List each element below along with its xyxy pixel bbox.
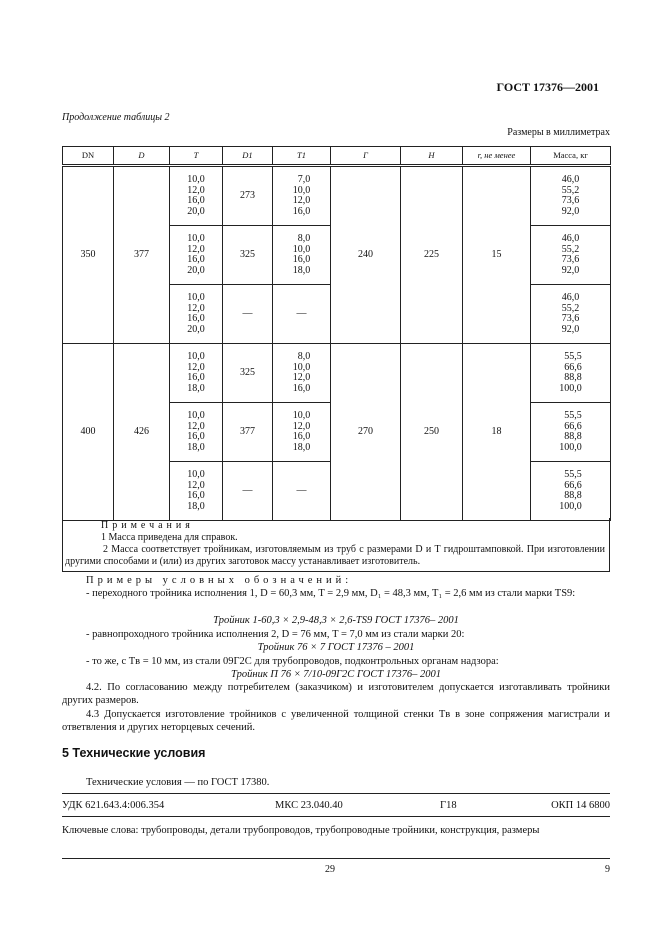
mass-cell-value: 55,5 66,6 88,8 100,0 bbox=[559, 469, 582, 512]
example-3: - то же, с Tв = 10 мм, из стали 09Г2С для трубопроводов, подконтрольных органам надзора: bbox=[86, 656, 499, 667]
table-row bbox=[63, 344, 611, 403]
t1-cell bbox=[273, 166, 331, 226]
mass-cell-value: 55,5 66,6 88,8 100,0 bbox=[559, 410, 582, 453]
t-cell bbox=[170, 344, 223, 403]
g-cell bbox=[331, 166, 401, 344]
h-cell bbox=[401, 344, 463, 521]
mass-cell bbox=[531, 166, 611, 226]
t-cell-value: 10,0 12,0 16,0 18,0 bbox=[187, 469, 205, 512]
t1-cell-value: 7,0 10,0 12,0 16,0 bbox=[292, 174, 311, 217]
d1-cell bbox=[223, 285, 273, 344]
note-1: 1 Масса приведена для справок. bbox=[101, 532, 238, 543]
dimensions-table bbox=[62, 146, 611, 521]
mass-cell bbox=[531, 226, 611, 285]
t-cell bbox=[170, 462, 223, 521]
d-cell bbox=[114, 166, 170, 344]
divider bbox=[62, 858, 610, 859]
g-cell-value: 240 bbox=[358, 248, 373, 260]
mass-cell-value: 46,0 55,2 73,6 92,0 bbox=[561, 174, 580, 217]
column-header: Масса, кг bbox=[531, 147, 611, 166]
r-cell-value: 15 bbox=[491, 248, 502, 260]
t1-cell-value: — bbox=[296, 484, 307, 496]
example-1-code: Тройник 1-60,3 × 2,9-48,3 × 2,6-TS9 ГОСТ 17376– 2001 bbox=[213, 615, 459, 626]
page-number-right: 9 bbox=[605, 864, 610, 875]
divider bbox=[62, 816, 610, 817]
t1-cell-value: — bbox=[296, 307, 307, 319]
table-units: Размеры в миллиметрах bbox=[507, 127, 610, 138]
mass-cell bbox=[531, 403, 611, 462]
dn-cell bbox=[63, 166, 114, 344]
column-header: H bbox=[401, 147, 463, 166]
example-2: - равнопроходного тройника исполнения 2, D = 76 мм, T = 7,0 мм из стали марки 20: bbox=[86, 629, 465, 640]
r-cell bbox=[463, 166, 531, 344]
d1-cell bbox=[223, 226, 273, 285]
d1-cell-value: 273 bbox=[240, 189, 255, 201]
column-header: T1 bbox=[273, 147, 331, 166]
t1-cell bbox=[273, 403, 331, 462]
t1-cell bbox=[273, 344, 331, 403]
d1-cell bbox=[223, 462, 273, 521]
d1-cell-value: 325 bbox=[240, 248, 255, 260]
mks-code: МКС 23.040.40 bbox=[275, 800, 343, 811]
column-header: r, не менее bbox=[463, 147, 531, 166]
column-header: D1 bbox=[223, 147, 273, 166]
h-cell-value: 250 bbox=[424, 425, 439, 437]
t1-cell bbox=[273, 462, 331, 521]
mass-cell-value: 46,0 55,2 73,6 92,0 bbox=[561, 233, 580, 276]
column-header: Г bbox=[331, 147, 401, 166]
g-code: Г18 bbox=[440, 800, 457, 811]
dn-cell-value: 400 bbox=[80, 425, 96, 437]
mass-cell-value: 46,0 55,2 73,6 92,0 bbox=[561, 292, 580, 335]
d1-cell bbox=[223, 166, 273, 226]
d-cell-value: 426 bbox=[134, 425, 149, 437]
d1-cell-value: 377 bbox=[240, 425, 255, 437]
h-cell-value: 225 bbox=[424, 248, 439, 260]
keywords: Ключевые слова: трубопроводы, детали трубопроводов, трубопроводные тройники, конструкция, размеры bbox=[62, 825, 540, 836]
column-header: T bbox=[170, 147, 223, 166]
column-header: D bbox=[114, 147, 170, 166]
mass-cell-value: 55,5 66,6 88,8 100,0 bbox=[559, 351, 582, 394]
g-cell bbox=[331, 344, 401, 521]
paragraph-4-3: 4.3 Допускается изготовление тройников с увеличенной толщиной стенки Tв в зоне сопряжения магистрали и ответвления и других неторцевых сечений. bbox=[62, 709, 610, 733]
note-2: 2 Масса соответствует тройникам, изготовляемым из труб с размерами D и T гидроштамповкой. При изготовлении другими способами и (или) из других заготовок массу устанавливает изготовитель. bbox=[65, 544, 605, 567]
d1-cell bbox=[223, 344, 273, 403]
udk-code: УДК 621.643.4:006.354 bbox=[62, 800, 165, 811]
okp-code: ОКП 14 6800 bbox=[551, 800, 610, 811]
table-notes bbox=[62, 518, 610, 572]
example-3-code: Тройник П 76 × 7/10-09Г2С ГОСТ 17376– 2001 bbox=[231, 669, 441, 680]
examples-title: Примеры условных обозначений: bbox=[86, 575, 353, 586]
example-1: - переходного тройника исполнения 1, D = 60,3 мм, T = 2,9 мм, D₁ = 48,3 мм, T₁ = 2,6 мм из стали марки TS9: bbox=[86, 588, 576, 599]
mass-cell bbox=[531, 344, 611, 403]
divider bbox=[62, 793, 610, 794]
t1-cell bbox=[273, 226, 331, 285]
column-header: DN bbox=[63, 147, 114, 166]
d1-cell-value: 325 bbox=[240, 366, 255, 378]
t-cell-value: 10,0 12,0 16,0 18,0 bbox=[187, 351, 205, 394]
mass-cell bbox=[531, 285, 611, 344]
g-cell-value: 270 bbox=[358, 425, 373, 437]
table-row bbox=[63, 166, 611, 226]
d1-cell-value: — bbox=[242, 307, 253, 319]
t-cell bbox=[170, 166, 223, 226]
mass-cell bbox=[531, 462, 611, 521]
section-5-title: 5 Технические условия bbox=[62, 746, 206, 760]
t-cell bbox=[170, 285, 223, 344]
table-caption: Продолжение таблицы 2 bbox=[62, 112, 170, 123]
t-cell bbox=[170, 403, 223, 462]
d-cell-value: 377 bbox=[134, 248, 149, 260]
d1-cell bbox=[223, 403, 273, 462]
t1-cell bbox=[273, 285, 331, 344]
r-cell bbox=[463, 344, 531, 521]
r-cell-value: 18 bbox=[491, 425, 502, 437]
t-cell-value: 10,0 12,0 16,0 20,0 bbox=[187, 292, 205, 335]
standard-number: ГОСТ 17376—2001 bbox=[496, 80, 599, 94]
t1-cell-value: 8,0 10,0 12,0 16,0 bbox=[292, 351, 311, 394]
dn-cell bbox=[63, 344, 114, 521]
d-cell bbox=[114, 344, 170, 521]
paragraph-4-2: 4.2. По согласованию между потребителем (заказчиком) и изготовителем допускается изготавливать тройники других размеров. bbox=[62, 682, 610, 706]
t1-cell-value: 8,0 10,0 16,0 18,0 bbox=[292, 233, 311, 276]
t-cell-value: 10,0 12,0 16,0 18,0 bbox=[187, 410, 205, 453]
dn-cell-value: 350 bbox=[80, 248, 96, 260]
example-2-code: Тройник 76 × 7 ГОСТ 17376 – 2001 bbox=[257, 642, 415, 653]
d1-cell-value: — bbox=[242, 484, 253, 496]
t-cell-value: 10,0 12,0 16,0 20,0 bbox=[187, 174, 205, 217]
notes-title: Примечания bbox=[101, 520, 194, 531]
h-cell bbox=[401, 166, 463, 344]
t1-cell-value: 10,0 12,0 16,0 18,0 bbox=[292, 410, 311, 453]
t-cell bbox=[170, 226, 223, 285]
section-5-text: Технические условия — по ГОСТ 17380. bbox=[86, 777, 270, 788]
t-cell-value: 10,0 12,0 16,0 20,0 bbox=[187, 233, 205, 276]
page-number-center: 29 bbox=[325, 864, 335, 875]
